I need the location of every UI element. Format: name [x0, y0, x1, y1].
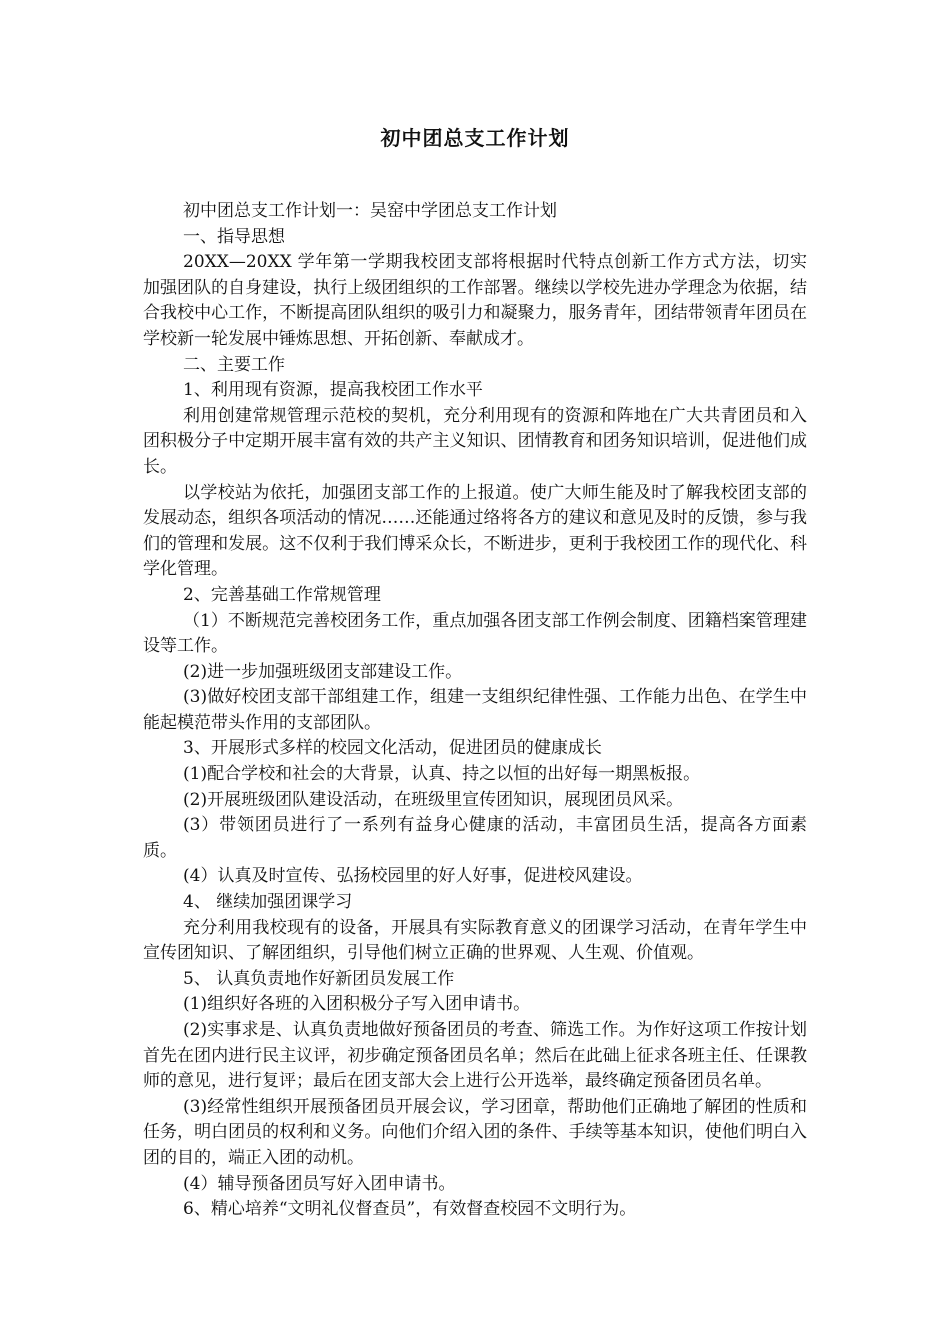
- list-item: (3）带领团员进行了一系列有益身心健康的活动，丰富团员生活，提高各方面素质。: [143, 815, 807, 861]
- subsection-heading: 6、精心培养“文明礼仪督查员”，有效督查校园不文明行为。: [183, 1199, 637, 1220]
- body-paragraph: 以学校站为依托，加强团支部工作的上报道。使广大师生能及时了解我校团支部的发展动态，组织各项活动的情况……还能通过络将各方的建议和意见及时的反馈，参与我们的管理和发展。这不仅利于我们博采众长，不断进步，更利于我校团工作的现代化、科学化管理。: [143, 482, 807, 580]
- list-item: (4）辅导预备团员写好入团申请书。: [183, 1173, 456, 1194]
- list-item: (4）认真及时宣传、弘扬校园里的好人好事，促进校风建设。: [183, 866, 643, 887]
- subsection-heading: 1、利用现有资源，提高我校团工作水平: [183, 380, 483, 401]
- subsection-heading: 2、完善基础工作常规管理: [183, 584, 381, 605]
- document-title: 初中团总支工作计划: [380, 126, 570, 150]
- list-item: (2)实事求是、认真负责地做好预备团员的考查、筛选工作。为作好这项工作按计划首先在团内进行民主议评，初步确定预备团员名单；然后在此础上征求各班主任、任课教师的意见，进行复评；最后在团支部大会上进行公开选举，最终确定预备团员名单。: [143, 1020, 807, 1092]
- body-paragraph: 利用创建常规管理示范校的契机，充分利用现有的资源和阵地在广大共青团员和入团积极分子中定期开展丰富有效的共产主义知识、团情教育和团务知识培训，促进他们成长。: [143, 405, 807, 477]
- section-heading: 一、指导思想: [183, 226, 285, 247]
- list-item: （1）不断规范完善校团务工作，重点加强各团支部工作例会制度、团籍档案管理建设等工作。: [143, 610, 807, 657]
- list-item: (3)经常性组织开展预备团员开展会议，学习团章，帮助他们正确地了解团的性质和任务，明白团员的权利和义务。向他们介绍入团的条件、手续等基本知识，使他们明白入团的目的，端正入团的动机。: [143, 1096, 807, 1168]
- subtitle-paragraph: 初中团总支工作计划一：吴窑中学团总支工作计划: [183, 201, 557, 221]
- list-item: (1)配合学校和社会的大背景，认真、持之以恒的出好每一期黑板报。: [183, 764, 701, 785]
- subsection-heading: 3、开展形式多样的校园文化活动，促进团员的健康成长: [183, 738, 602, 759]
- body-paragraph: 20XX—20XX 学年第一学期我校团支部将根据时代特点创新工作方式方法，切实加强团队的自身建设，执行上级团组织的工作部署。继续以学校先进办学理念为依据，结合我校中心工作，不断提高团队组织的吸引力和凝聚力，服务青年，团结带领青年团员在学校新一轮发展中锤炼思想、开拓创新、奉献成才。: [143, 252, 807, 349]
- list-item: (3)做好校团支部干部组建工作，组建一支组织纪律性强、工作能力出色、在学生中能起模范带头作用的支部团队。: [143, 687, 807, 733]
- list-item: (1)组织好各班的入团积极分子写入团申请书。: [183, 994, 531, 1015]
- body-paragraph: 充分利用我校现有的设备，开展具有实际教育意义的团课学习活动，在青年学生中宣传团知识、了解团组织，引导他们树立正确的世界观、人生观、价值观。: [143, 917, 807, 964]
- section-heading: 二、主要工作: [183, 354, 285, 375]
- subsection-heading: 5、 认真负责地作好新团员发展工作: [183, 968, 455, 989]
- subsection-heading: 4、 继续加强团课学习: [183, 892, 353, 913]
- document-body: [143, 199, 807, 1223]
- list-item: (2)进一步加强班级团支部建设工作。: [183, 661, 463, 682]
- list-item: (2)开展班级团队建设活动，在班级里宣传团知识，展现团员风采。: [183, 789, 684, 810]
